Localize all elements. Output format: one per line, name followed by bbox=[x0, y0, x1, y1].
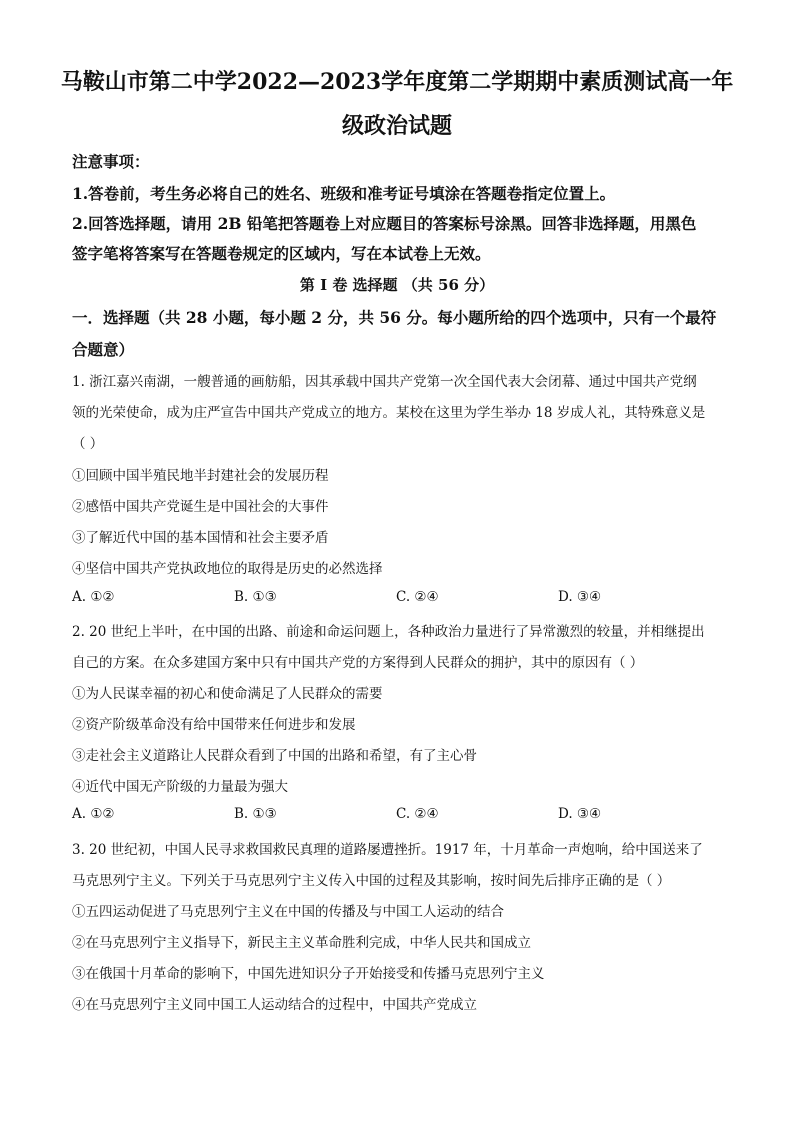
question-1-line2: 领的光荣使命，成为庄严宣告中国共产党成立的地方。某校在这里为学生举办 18 岁成人礼，其特殊意义是 bbox=[72, 405, 706, 421]
question-3-line2: 马克思列宁主义。下列关于马克思列宁主义传入中国的过程及其影响，按时间先后排序正确的是（ ） bbox=[72, 873, 671, 889]
section-instructions-line1: 一．选择题（共 28 小题，每小题 2 分，共 56 分。每小题所给的四个选项中，只有一个最符 bbox=[72, 308, 717, 327]
question-3-statement-1: ①五四运动促进了马克思列宁主义在中国的传播及与中国工人运动的结合 bbox=[72, 904, 504, 920]
question-1-line3: （ ） bbox=[72, 436, 104, 452]
question-2-option-b[interactable]: B. ①③ bbox=[234, 806, 277, 822]
question-2-line2: 自己的方案。在众多建国方案中只有中国共产党的方案得到人民群众的拥护，其中的原因有（ ） bbox=[72, 655, 644, 671]
question-2-option-a[interactable]: A. ①② bbox=[72, 806, 115, 822]
question-1-option-b[interactable]: B. ①③ bbox=[234, 589, 277, 605]
question-1-statement-1: ①回顾中国半殖民地半封建社会的发展历程 bbox=[72, 468, 329, 484]
notice-item-2-line1: 2.回答选择题，请用 2B 铅笔把答题卷上对应题目的答案标号涂黑。回答非选择题，用黑色 bbox=[72, 214, 697, 233]
question-2-line1: 2. 20 世纪上半叶，在中国的出路、前途和命运问题上，各种政治力量进行了异常激烈的较量，并相继提出 bbox=[72, 624, 705, 640]
exam-title-line2: 级政治试题 bbox=[341, 113, 452, 139]
question-1-statement-4: ④坚信中国共产党执政地位的取得是历史的必然选择 bbox=[72, 561, 383, 577]
question-1-statement-2: ②感悟中国共产党诞生是中国社会的大事件 bbox=[72, 499, 329, 515]
notice-heading: 注意事项： bbox=[72, 152, 150, 171]
question-2-statement-3: ③走社会主义道路让人民群众看到了中国的出路和希望，有了主心骨 bbox=[72, 748, 477, 764]
notice-item-2-line2: 签字笔将答案写在答题卷规定的区域内，写在本试卷上无效。 bbox=[72, 244, 491, 263]
question-3-statement-3: ③在俄国十月革命的影响下，中国先进知识分子开始接受和传播马克思列宁主义 bbox=[72, 966, 545, 982]
question-1-option-d[interactable]: D. ③④ bbox=[558, 589, 602, 605]
notice-item-1: 1.答卷前，考生务必将自己的姓名、班级和准考证号填涂在答题卷指定位置上。 bbox=[72, 184, 616, 203]
question-2-statement-1: ①为人民谋幸福的初心和使命满足了人民群众的需要 bbox=[72, 686, 383, 702]
question-2-statement-2: ②资产阶级革命没有给中国带来任何进步和发展 bbox=[72, 717, 356, 733]
question-3-statement-4: ④在马克思列宁主义同中国工人运动结合的过程中，中国共产党成立 bbox=[72, 997, 477, 1013]
question-1-line1: 1. 浙江嘉兴南湖，一艘普通的画舫船，因其承载中国共产党第一次全国代表大会闭幕、通过中国共产党纲 bbox=[72, 374, 697, 390]
question-2-option-d[interactable]: D. ③④ bbox=[558, 806, 602, 822]
question-2-option-c[interactable]: C. ②④ bbox=[396, 806, 439, 822]
question-3-line1: 3. 20 世纪初，中国人民寻求救国救民真理的道路屡遭挫折。1917 年，十月革命一声炮响，给中国送来了 bbox=[72, 842, 703, 858]
section-instructions-line2: 合题意） bbox=[72, 340, 135, 359]
question-1-option-a[interactable]: A. ①② bbox=[72, 589, 115, 605]
question-2-statement-4: ④近代中国无产阶级的力量最为强大 bbox=[72, 779, 288, 795]
section-title: 第 I 卷 选择题 （共 56 分） bbox=[299, 276, 495, 294]
question-1-option-c[interactable]: C. ②④ bbox=[396, 589, 439, 605]
question-3-statement-2: ②在马克思列宁主义指导下，新民主主义革命胜利完成，中华人民共和国成立 bbox=[72, 935, 531, 951]
question-1-statement-3: ③了解近代中国的基本国情和社会主要矛盾 bbox=[72, 530, 329, 546]
exam-title-line1: 马鞍山市第二中学2022—2023学年度第二学期期中素质测试高一年 bbox=[60, 69, 734, 95]
